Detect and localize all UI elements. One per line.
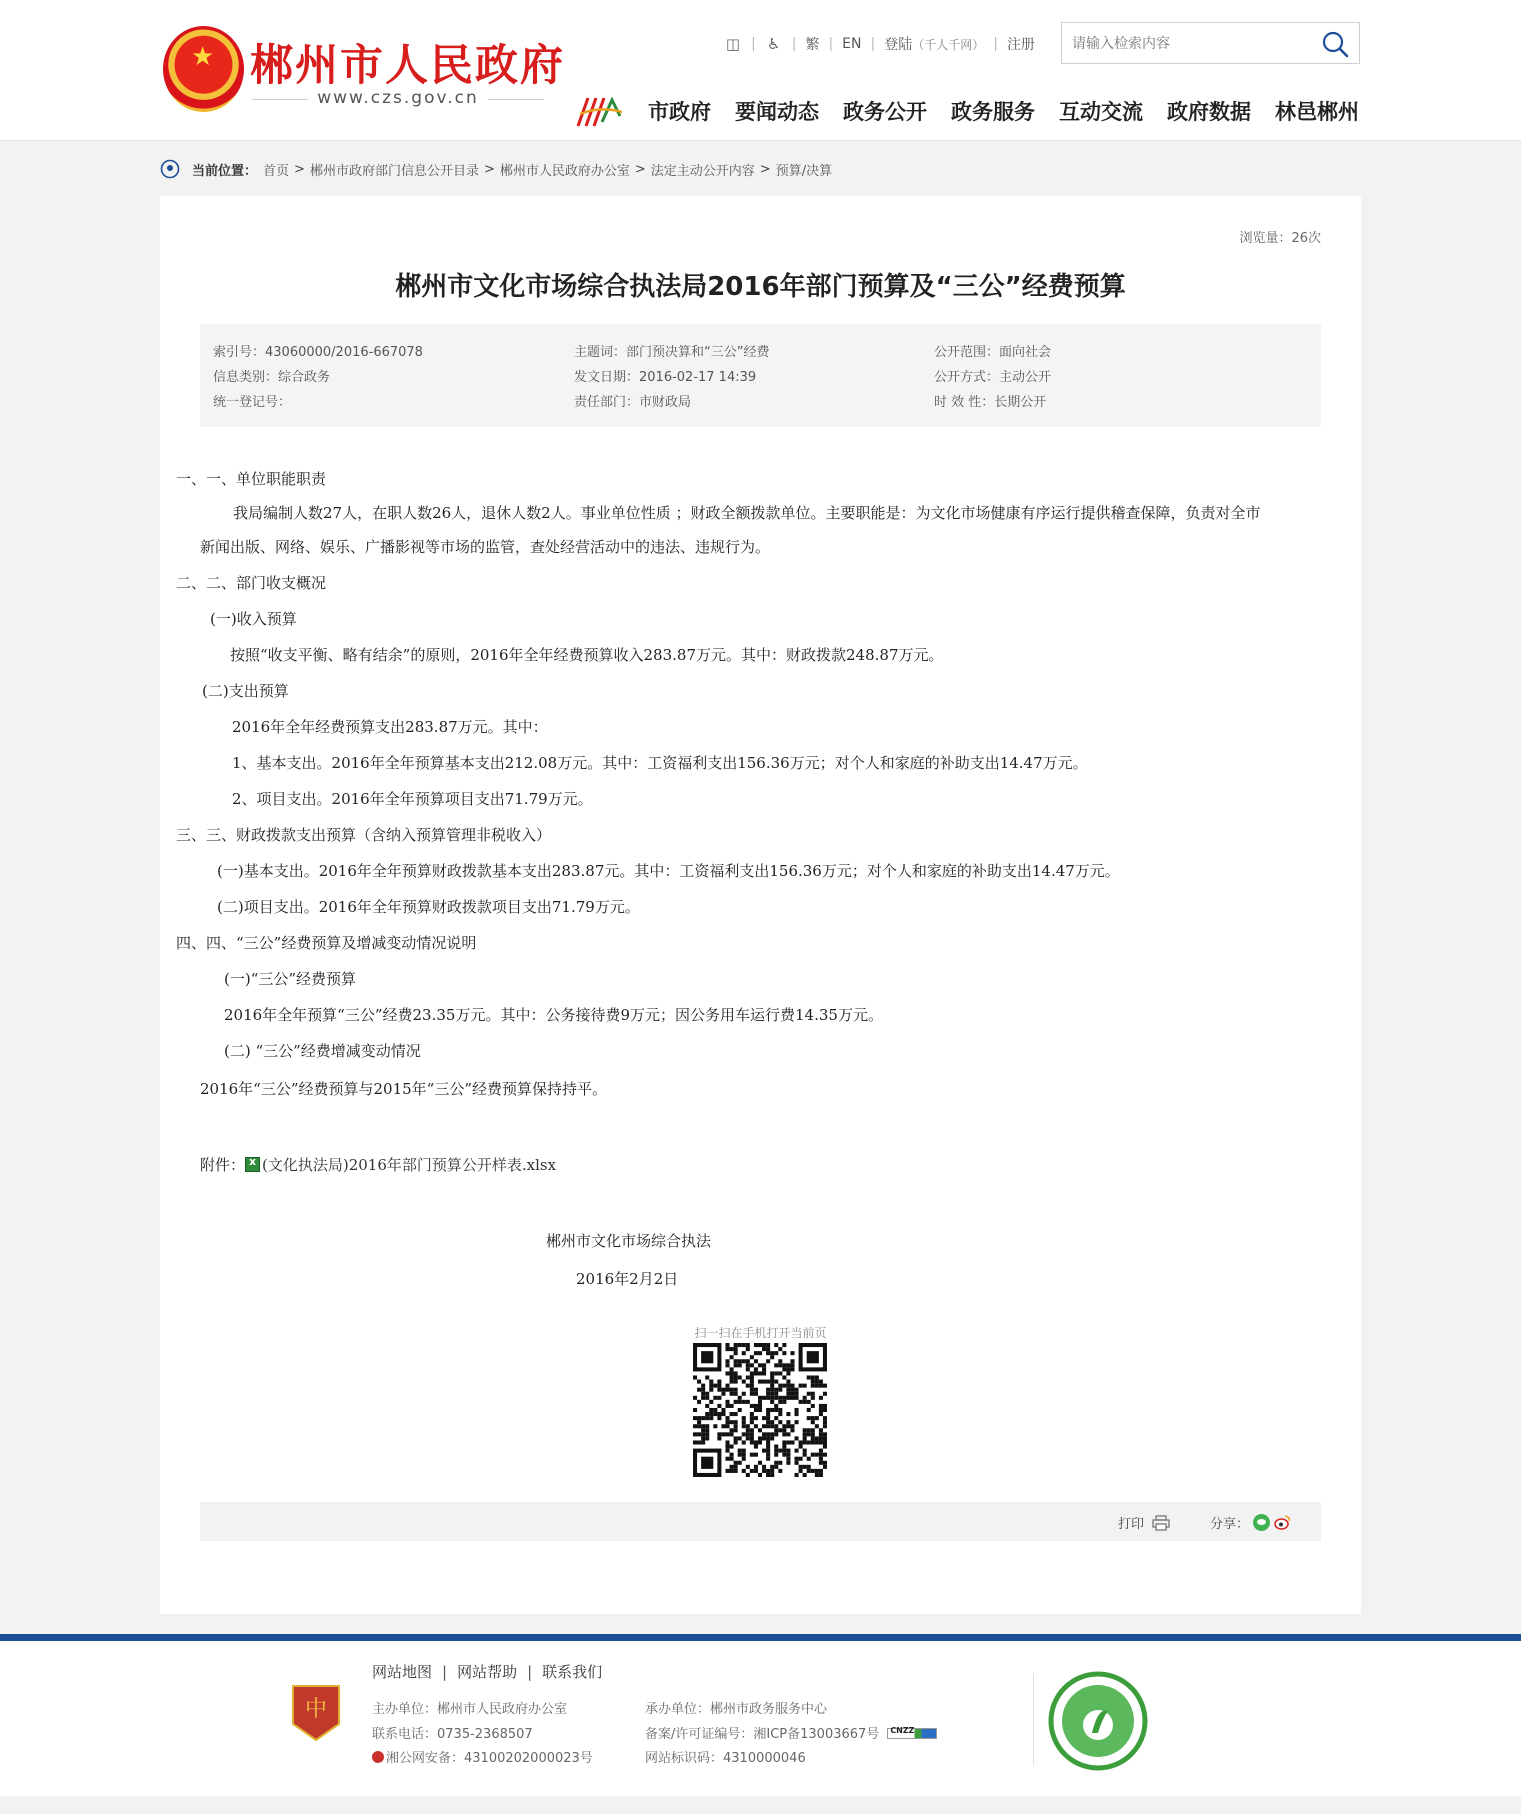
- meta-category: 信息类别：综合政务: [213, 370, 331, 385]
- meta-index-no: 索引号：43060000/2016-667078: [213, 345, 423, 360]
- paragraph: 2016年“三公”经费预算与2015年“三公”经费预算保持持平。: [200, 1080, 608, 1098]
- footer-sponsor: 主办单位：郴州市人民政府办公室: [372, 1702, 568, 1717]
- print-label: 打印: [1118, 1517, 1145, 1532]
- footer-police-text[interactable]: 湘公网安备：43100202000023号: [386, 1751, 593, 1766]
- meta-validity: 时 效 性：长期公开: [934, 395, 1047, 410]
- footer-link-help[interactable]: 网站帮助: [457, 1663, 518, 1681]
- main-nav: [648, 96, 1359, 126]
- wechat-share-icon[interactable]: [1253, 1514, 1270, 1531]
- register-link[interactable]: 注册: [1006, 37, 1035, 53]
- meta-date: 发文日期：2016-02-17 14:39: [574, 370, 757, 385]
- footer-icp-text[interactable]: 备案/许可证编号：湘ICP备13003667号: [645, 1727, 880, 1742]
- login-note: （千人千网）: [912, 37, 985, 52]
- subheading: (一)“三公”经费预算: [224, 970, 357, 988]
- footer-operator: 承办单位：郴州市政务服务中心: [645, 1702, 828, 1717]
- footer-link-sitemap[interactable]: 网站地图: [372, 1663, 433, 1681]
- breadcrumb: 当前位置： 首页 > 郴州市政府部门信息公开目录 > 郴州市人民政府办公室 > 法定主动公开内容 > 预算/决算: [160, 158, 832, 180]
- breadcrumb-home[interactable]: 首页: [263, 163, 290, 179]
- paragraph: 1、基本支出。2016年全年预算基本支出212.08万元。其中：工资福利支出156.36万元；对个人和家庭的补助支出14.47万元。: [232, 754, 1088, 772]
- search-input[interactable]: [1072, 33, 1312, 55]
- wheelchair-icon[interactable]: ♿: [766, 35, 781, 53]
- qr-code-icon: [693, 1343, 827, 1477]
- breadcrumb-statutory[interactable]: 法定主动公开内容: [650, 163, 755, 179]
- attachment-link[interactable]: (文化执法局)2016年部门预算公开样表.xlsx: [262, 1156, 557, 1174]
- nav-item-interaction[interactable]: 互动交流: [1059, 100, 1143, 124]
- footer-link-contact[interactable]: 联系我们: [542, 1663, 603, 1681]
- party-gov-badge-icon[interactable]: [289, 1680, 343, 1744]
- civilized-city-badge-icon[interactable]: [1048, 1671, 1148, 1771]
- nav-item-news[interactable]: 要闻动态: [735, 100, 819, 124]
- nav-item-gov-data[interactable]: 政府数据: [1167, 100, 1251, 124]
- cnzz-badge-icon[interactable]: CNZZ: [887, 1728, 937, 1739]
- breadcrumb-directory[interactable]: 郴州市政府部门信息公开目录: [309, 163, 479, 179]
- site-footer: [0, 1641, 1521, 1796]
- location-pin-icon: [160, 159, 180, 179]
- footer-phone: 联系电话：0735-2368507: [372, 1727, 533, 1742]
- footer-separator: [1033, 1673, 1034, 1765]
- excel-file-icon: [245, 1157, 260, 1172]
- article-card: [160, 196, 1361, 1614]
- subheading: (一)收入预算: [210, 610, 297, 628]
- attachment-label: 附件：: [200, 1156, 246, 1174]
- login-link[interactable]: 登陆: [884, 37, 913, 53]
- footer-icp: [645, 1723, 937, 1742]
- subheading: (二) “三公”经费增减变动情况: [224, 1042, 421, 1060]
- paragraph: 新闻出版、网络、娱乐、广播影视等市场的监管，查处经营活动中的违法、违规行为。: [200, 538, 771, 556]
- paragraph: 按照“收支平衡、略有结余”的原则，2016年全年经费预算收入283.87万元。其中：财政拨款248.87万元。: [230, 646, 944, 664]
- meta-dept: 责任部门：市财政局: [574, 395, 692, 410]
- article-meta: [200, 324, 1321, 427]
- footer-divider: [0, 1634, 1521, 1641]
- article-title: 郴州市文化市场综合执法局2016年部门预算及“三公”经费预算: [395, 272, 1126, 302]
- share-label: 分享：: [1210, 1517, 1250, 1532]
- qr-label: 扫一扫在手机打开当前页: [694, 1326, 827, 1340]
- footer-police: [372, 1747, 593, 1766]
- print-button[interactable]: [1118, 1513, 1170, 1532]
- printer-icon: [1152, 1515, 1170, 1531]
- section-heading: 四、四、“三公”经费预算及增减变动情况说明: [176, 934, 477, 952]
- site-header: [0, 0, 1521, 141]
- nav-item-linyi-chenzhou[interactable]: 林邑郴州: [1275, 100, 1359, 124]
- paragraph: (二)项目支出。2016年全年预算财政拨款项目支出71.79万元。: [217, 898, 640, 916]
- paragraph: 2016年全年经费预算支出283.87万元。其中：: [232, 718, 548, 736]
- breadcrumb-office[interactable]: 郴州市人民政府办公室: [499, 163, 630, 179]
- site-name[interactable]: 郴州市人民政府: [250, 41, 565, 91]
- weibo-share-icon[interactable]: [1274, 1514, 1291, 1531]
- city-logo-icon: [574, 92, 626, 132]
- traditional-chinese-link[interactable]: 繁: [805, 37, 820, 53]
- view-count: 浏览量：26次: [1239, 231, 1321, 246]
- nav-item-gov-services[interactable]: 政务服务: [951, 100, 1035, 124]
- accessibility-reading-icon[interactable]: ◫: [725, 35, 741, 53]
- meta-topic: 主题词：部门预决算和“三公”经费: [574, 345, 770, 360]
- footer-links: 网站地图 | 网站帮助 | 联系我们: [372, 1663, 603, 1681]
- meta-reg-no: 统一登记号：: [213, 395, 292, 410]
- search-box: [1061, 22, 1360, 64]
- paragraph: 2、项目支出。2016年全年预算项目支出71.79万元。: [232, 790, 593, 808]
- paragraph: 2016年全年预算“三公”经费23.35万元。其中：公务接待费9万元；因公务用车运行费14.35万元。: [224, 1006, 883, 1024]
- breadcrumb-budget[interactable]: 预算/决算: [775, 163, 833, 179]
- paragraph: 我局编制人数27人，在职人数26人，退休人数2人。事业单位性质 ；财政全额拨款单位。主要职能是：为文化市场健康有序运行提供稽查保障，负责对全市: [233, 504, 1261, 522]
- section-heading: 一、一、单位职能职责: [176, 470, 327, 488]
- breadcrumb-label: 当前位置：: [192, 163, 258, 179]
- top-links: ◫ | ♿ | 繁 | EN | 登陆 （千人千网） | 注册: [725, 35, 1035, 53]
- article-toolbar: [200, 1502, 1321, 1541]
- sign-date: 2016年2月2日: [576, 1270, 679, 1288]
- national-emblem-icon[interactable]: [163, 26, 244, 112]
- share-bar: [1210, 1513, 1291, 1532]
- attachment: [200, 1154, 556, 1175]
- footer-site-id: 网站标识码：4310000046: [645, 1751, 806, 1766]
- nav-item-gov-affairs-public[interactable]: 政务公开: [843, 100, 927, 124]
- svg-text:中: 中: [304, 1697, 328, 1722]
- signature: 郴州市文化市场综合执法: [546, 1232, 712, 1250]
- search-icon[interactable]: [1321, 30, 1349, 58]
- police-badge-icon[interactable]: [372, 1751, 384, 1763]
- meta-method: 公开方式：主动公开: [934, 370, 1052, 385]
- section-heading: 二、二、部门收支概况: [176, 574, 327, 592]
- paragraph: (一)基本支出。2016年全年预算财政拨款基本支出283.87元。其中：工资福利支出156.36万元；对个人和家庭的补助支出14.47万元。: [217, 862, 1120, 880]
- section-heading: 三、三、财政拨款支出预算（含纳入预算管理非税收入）: [176, 826, 552, 844]
- english-link[interactable]: EN: [842, 36, 862, 52]
- meta-scope: 公开范围：面向社会: [934, 345, 1052, 360]
- nav-item-city-government[interactable]: 市政府: [648, 100, 711, 124]
- site-url: www.czs.gov.cn: [252, 88, 544, 108]
- subheading: (二)支出预算: [202, 682, 289, 700]
